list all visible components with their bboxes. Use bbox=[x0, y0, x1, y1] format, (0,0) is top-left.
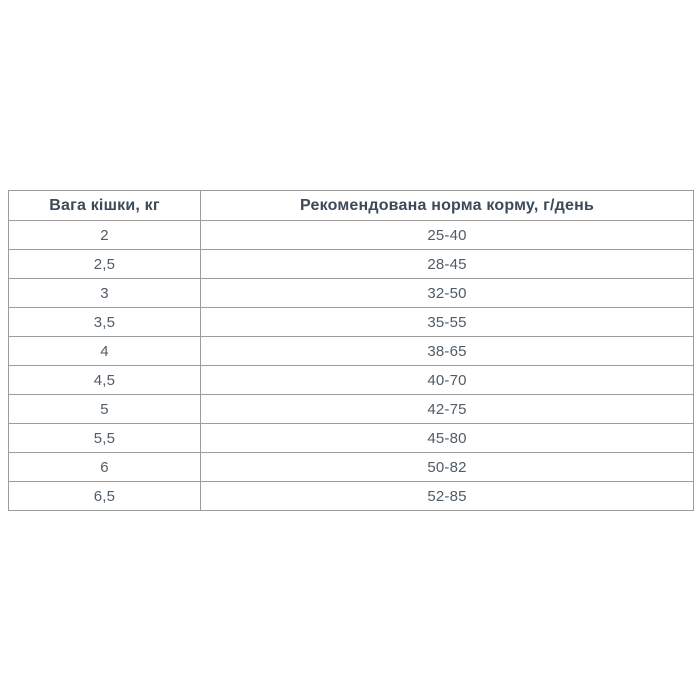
cell-weight: 6 bbox=[9, 453, 201, 482]
header-cell-weight: Вага кішки, кг bbox=[9, 191, 201, 221]
table-row bbox=[9, 395, 694, 424]
cell-amount: 38-65 bbox=[201, 337, 694, 366]
table-row bbox=[9, 337, 694, 366]
table-header bbox=[9, 191, 694, 221]
cell-amount: 42-75 bbox=[201, 395, 694, 424]
cell-weight: 6,5 bbox=[9, 482, 201, 511]
table-body bbox=[9, 221, 694, 511]
cell-weight: 5,5 bbox=[9, 424, 201, 453]
table-row bbox=[9, 482, 694, 511]
cell-amount: 28-45 bbox=[201, 250, 694, 279]
feeding-table bbox=[8, 190, 694, 511]
table-row bbox=[9, 453, 694, 482]
cell-weight: 3 bbox=[9, 279, 201, 308]
cell-weight: 2,5 bbox=[9, 250, 201, 279]
table-row bbox=[9, 250, 694, 279]
table-row bbox=[9, 308, 694, 337]
header-cell-amount: Рекомендована норма корму, г/день bbox=[201, 191, 694, 221]
cell-amount: 52-85 bbox=[201, 482, 694, 511]
cell-amount: 32-50 bbox=[201, 279, 694, 308]
table-row bbox=[9, 279, 694, 308]
cell-amount: 50-82 bbox=[201, 453, 694, 482]
cell-weight: 4 bbox=[9, 337, 201, 366]
feeding-table-container bbox=[8, 190, 693, 511]
cell-weight: 5 bbox=[9, 395, 201, 424]
table-row bbox=[9, 366, 694, 395]
table-header-row bbox=[9, 191, 694, 221]
cell-amount: 40-70 bbox=[201, 366, 694, 395]
cell-weight: 2 bbox=[9, 221, 201, 250]
cell-amount: 25-40 bbox=[201, 221, 694, 250]
table-row bbox=[9, 424, 694, 453]
cell-amount: 35-55 bbox=[201, 308, 694, 337]
table-row bbox=[9, 221, 694, 250]
cell-weight: 3,5 bbox=[9, 308, 201, 337]
cell-amount: 45-80 bbox=[201, 424, 694, 453]
cell-weight: 4,5 bbox=[9, 366, 201, 395]
